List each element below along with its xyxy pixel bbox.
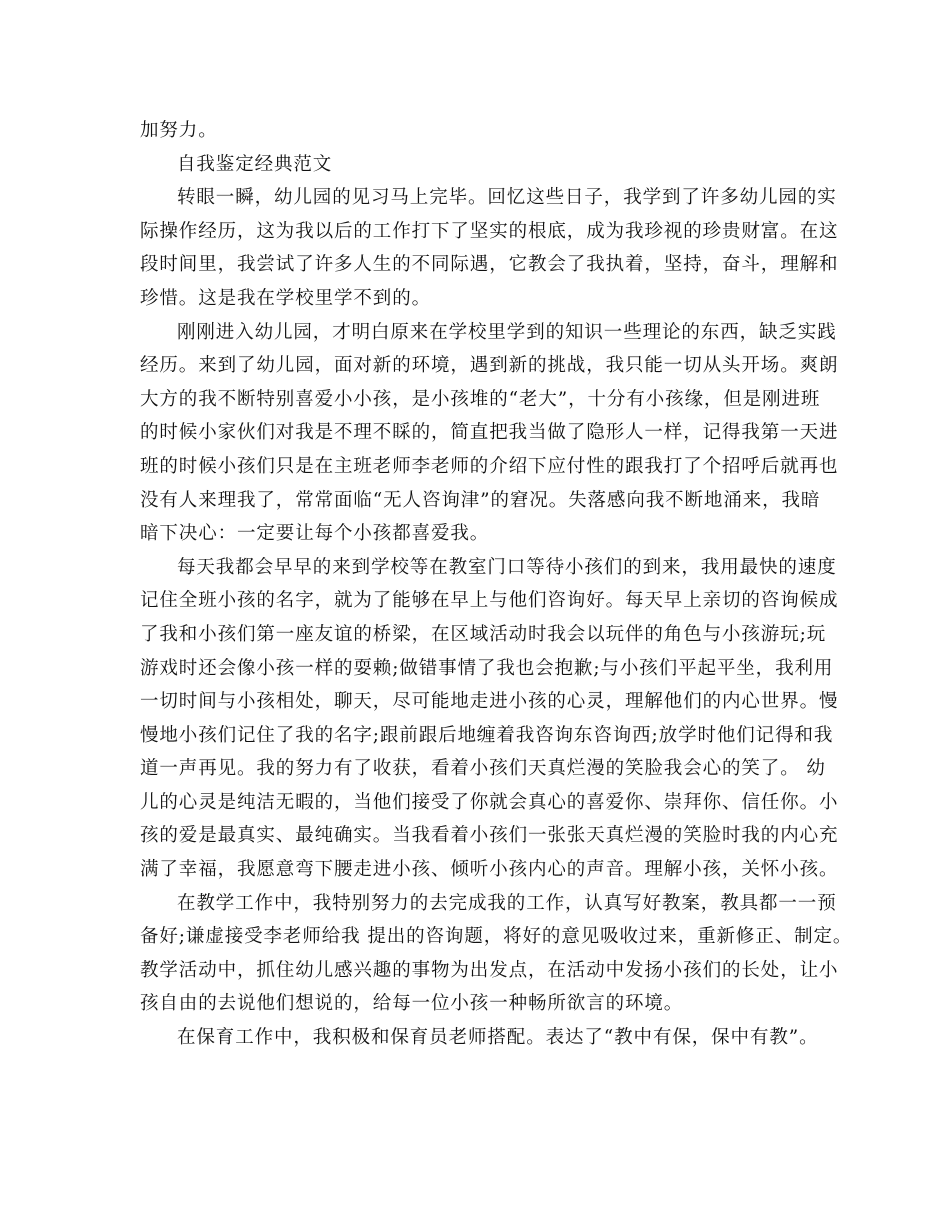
text-line: 在保育工作中，我积极和保育员老师搭配。表达了“教中有保，保中有教”。	[177, 1027, 819, 1049]
text-line: 满了幸福，我愿意弯下腰走进小孩、倾听小孩内心的声音。理解小孩，关怀小孩。	[140, 859, 839, 881]
text-line: 的时候小家伙们对我是不理不睬的，简直把我当做了隐形人一样，记得我第一天进	[140, 422, 839, 444]
document-body	[140, 114, 853, 1055]
section-title: 自我鉴定经典范文	[177, 153, 333, 175]
text-line: 每天我都会早早的来到学校等在教室门口等待小孩们的到来，我用最快的速度	[177, 556, 837, 578]
text-line: 转眼一瞬，幼儿园的见习马上完毕。回忆这些日子，我学到了许多幼儿园的实	[177, 187, 837, 209]
text-line: 慢地小孩们记住了我的名字;跟前跟后地缠着我咨询东咨询西;放学时他们记得和我	[140, 724, 834, 746]
text-line: 暗下决心：一定要让每个小孩都喜爱我。	[140, 523, 490, 545]
text-line: 际操作经历，这为我以后的工作打下了坚实的根底，成为我珍视的珍贵财富。在这	[140, 220, 839, 242]
text-line: 刚刚进入幼儿园，才明白原来在学校里学到的知识一些理论的东西，缺乏实践	[177, 321, 837, 343]
text-line: 道一声再见。我的努力有了收获，看着小孩们天真烂漫的笑脸我会心的笑了。 幼	[140, 758, 826, 780]
text-line: 没有人来理我了，常常面临“无人咨询津”的窘况。失落感向我不断地涌来，我暗	[140, 489, 821, 511]
text-line: 儿的心灵是纯洁无暇的，当他们接受了你就会真心的喜爱你、崇拜你、信任你。小	[140, 791, 839, 813]
text-line: 孩的爱是最真实、最纯确实。当我看着小孩们一张张天真烂漫的笑脸时我的内心充	[140, 825, 839, 847]
text-line: 在教学工作中，我特别努力的去完成我的工作，认真写好教案，教具都一一预	[177, 892, 837, 914]
text-line: 教学活动中，抓住幼儿感兴趣的事物为出发点，在活动中发扬小孩们的长处，让小	[140, 959, 839, 981]
text-line: 加努力。	[140, 120, 218, 141]
text-line: 班的时候小孩们只是在主班老师李老师的介绍下应付性的跟我打了个招呼后就再也	[140, 455, 839, 477]
text-line: 游戏时还会像小孩一样的耍赖;做错事情了我也会抱歉;与小孩们平起平坐，我利用	[140, 657, 834, 679]
text-line: 经历。来到了幼儿园，面对新的环境，遇到新的挑战，我只能一切从头开场。爽朗	[140, 355, 839, 377]
text-line: 珍惜。这是我在学校里学不到的。	[140, 287, 432, 309]
text-line: 了我和小孩们第一座友谊的桥梁，在区域活动时我会以玩伴的角色与小孩游玩;玩	[140, 623, 827, 645]
text-line: 备好;谦虚接受李老师给我 提出的咨询题，将好的意见吸收过来，重新修正、制定。	[140, 926, 853, 948]
text-line: 段时间里，我尝试了许多人生的不同际遇，它教会了我执着，坚持，奋斗，理解和	[140, 254, 839, 276]
text-line: 记住全班小孩的名字，就为了能够在早上与他们咨询好。每天早上亲切的咨询候成	[140, 590, 839, 612]
text-line: 一切时间与小孩相处，聊天，尽可能地走进小孩的心灵，理解他们的内心世界。慢	[140, 691, 839, 713]
text-line: 孩自由的去说他们想说的，给每一位小孩一种畅所欲言的环境。	[140, 993, 684, 1015]
text-line: 大方的我不断特别喜爱小小孩，是小孩堆的“老大”，十分有小孩缘，但是刚进班	[140, 388, 821, 410]
